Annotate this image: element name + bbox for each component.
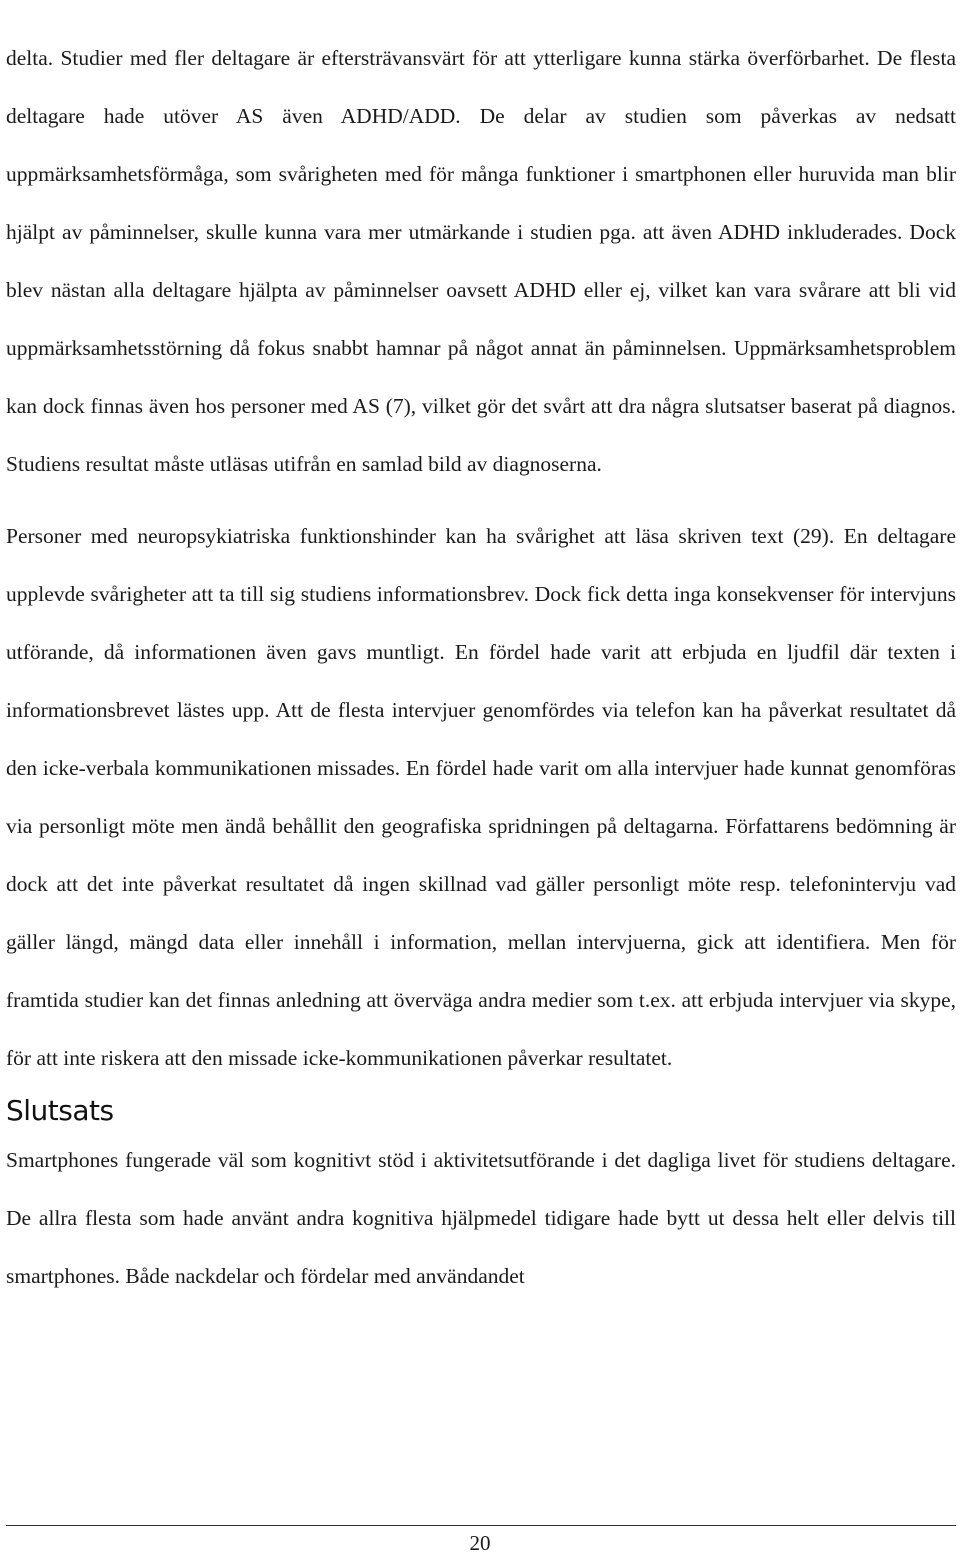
page-number: 20 <box>469 1531 491 1555</box>
body-paragraph-conclusion: Smartphones fungerade väl som kognitivt stöd i aktivitetsutförande i det dagliga livet för studiens deltagare. De allra flesta som hade använt andra kognitiva hjälpmedel tidigare hade bytt ut dessa helt eller delvis till smartphones. Både nackdelar och fördelar med användandet <box>6 1148 956 1288</box>
document-body <box>6 29 956 1305</box>
body-paragraph-reading-difficulties: Personer med neuropsykiatriska funktionshinder kan ha svårighet att läsa skriven text (29). En deltagare upplevde svårigheter att ta till sig studiens informationsbrev. Dock fick detta inga konsekvenser för intervjuns utförande, då informationen även gavs muntligt. En fördel hade varit att erbjuda en ljudfil där texten i informationsbrevet lästes upp. Att de flesta intervjuer genomfördes via telefon kan ha påverkat resultatet då den icke-verbala kommunikationen missades. En fördel hade varit om alla intervjuer hade kunnat genomföras via personligt möte men ändå behållit den geografiska spridningen på deltagarna. Författarens bedömning är dock att det inte påverkat resultatet då ingen skillnad vad gäller personligt möte resp. telefonintervju vad gäller längd, mängd data eller innehåll i information, mellan intervjuerna, gick att identifiera. Men för framtida studier kan det finnas anledning att överväga andra medier som t.ex. att erbjuda intervjuer via skype, för att inte riskera att den missade icke-kommunikationen påverkar resultatet. <box>6 524 956 1070</box>
body-paragraph-limitations: delta. Studier med fler deltagare är eftersträvansvärt för att ytterligare kunna stärka överförbarhet. De flesta deltagare hade utöver AS även ADHD/ADD. De delar av studien som påverkas av nedsatt uppmärksamhetsförmåga, som svårigheten med för många funktioner i smartphonen eller huruvida man blir hjälpt av påminnelser, skulle kunna vara mer utmärkande i studien pga. att även ADHD inkluderades. Dock blev nästan alla deltagare hjälpta av påminnelser oavsett ADHD eller ej, vilket kan vara svårare att bli vid uppmärksamhetsstörning då fokus snabbt hamnar på något annat än påminnelsen. Uppmärksamhetsproblem kan dock finnas även hos personer med AS (7), vilket gör det svårt att dra några slutsatser baserat på diagnos. Studiens resultat måste utläsas utifrån en samlad bild av diagnoserna. <box>6 46 956 476</box>
footer-divider <box>6 1525 956 1526</box>
section-heading-slutsats: Slutsats <box>6 1094 114 1127</box>
